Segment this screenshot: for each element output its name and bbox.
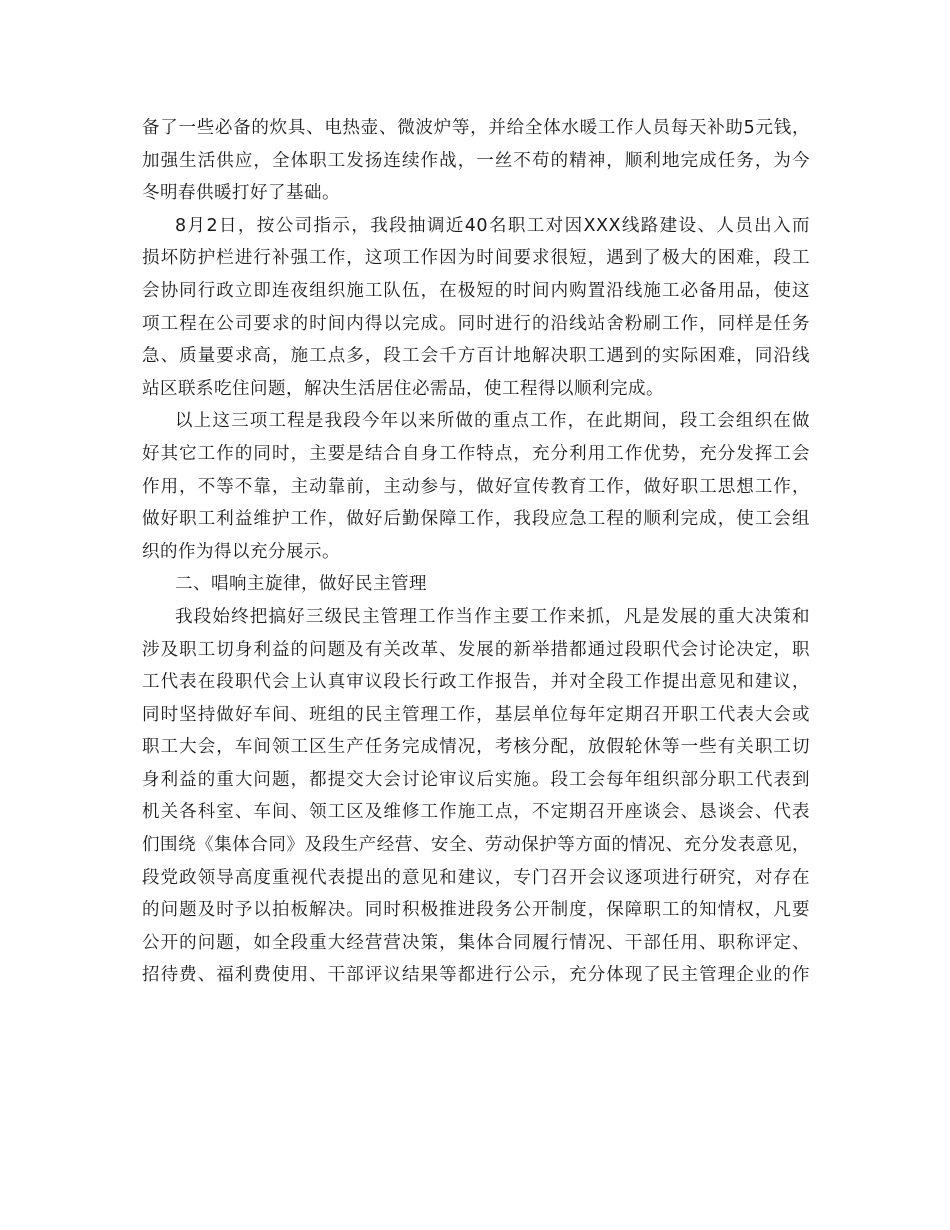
text-line: 站区联系吃住问题，解决生活居住必需品，使工程得以顺利完成。 [142,378,664,399]
text-line: 涉及职工切身利益的问题及有关改革、发展的新举措都通过段职代会讨论决定，职 [142,639,810,660]
text-line: 机关各科室、车间、领工区及维修工作施工点，不定期召开座谈会、恳谈会、代表 [142,802,810,823]
text-line: 备了一些必备的炊具、电热壶、微波炉等，并给全体水暖工作人员每天补助5元钱， [142,118,810,138]
text-line: 同时坚持做好车间、班组的民主管理工作，基层单位每年定期召开职工代表大会或 [142,704,810,725]
text-line: 招待费、福利费使用、干部评议结果等都进行公示，充分体现了民主管理企业的作 [142,965,810,986]
text-line: 8月2日，按公司指示，我段抽调近40名职工对因XXX线路建设、人员出入而 [175,215,810,236]
text-line: 损坏防护栏进行补强工作，这项工作因为时间要求很短，遇到了极大的困难，段工 [142,248,810,269]
text-line: 以上这三项工程是我段今年以来所做的重点工作，在此期间，段工会组织在做 [175,411,810,432]
text-line: 二、唱响主旋律，做好民主管理 [175,574,427,595]
text-line: 们围绕《集体合同》及段生产经营、安全、劳动保护等方面的情况、充分发表意见， [142,835,810,856]
text-line: 加强生活供应，全体职工发扬连续作战，一丝不苟的精神，顺利地完成任务，为今 [142,150,810,171]
text-line: 职工大会，车间领工区生产任务完成情况，考核分配，放假轮休等一些有关职工切 [142,737,810,758]
text-line: 身利益的重大问题，都提交大会讨论审议后实施。段工会每年组织部分职工代表到 [142,769,810,790]
text-line: 公开的问题，如全段重大经营营决策，集体合同履行情况、干部任用、职称评定、 [142,932,810,953]
text-line: 织的作为得以充分展示。 [142,541,340,562]
text-line: 项工程在公司要求的时间内得以完成。同时进行的沿线站舍粉刷工作，同样是任务 [142,313,810,334]
text-line: 的问题及时予以拍板解决。同时积极推进段务公开制度，保障职工的知情权，凡要 [142,900,810,921]
text-line: 段党政领导高度重视代表提出的意见和建议，专门召开会议逐项进行研究，对存在 [142,867,810,888]
text-line: 好其它工作的同时，主要是结合自身工作特点，充分利用工作优势，充分发挥工会 [142,443,810,464]
text-line: 做好职工利益维护工作，做好后勤保障工作，我段应急工程的顺利完成，使工会组 [142,509,810,530]
text-line: 会协同行政立即连夜组织施工队伍，在极短的时间内购置沿线施工必备用品，使这 [142,280,810,301]
text-line: 作用，不等不靠，主动靠前，主动参与，做好宣传教育工作，做好职工思想工作， [142,476,810,497]
text-line: 工代表在段职代会上认真审议段长行政工作报告，并对全段工作提出意见和建议， [142,672,810,693]
document-body [142,112,810,992]
text-line: 冬明春供暖打好了基础。 [142,183,340,204]
text-line: 我段始终把搞好三级民主管理工作当作主要工作来抓，凡是发展的重大决策和 [175,606,810,627]
text-line: 急、质量要求高，施工点多，段工会千方百计地解决职工遇到的实际困难，同沿线 [142,346,810,367]
